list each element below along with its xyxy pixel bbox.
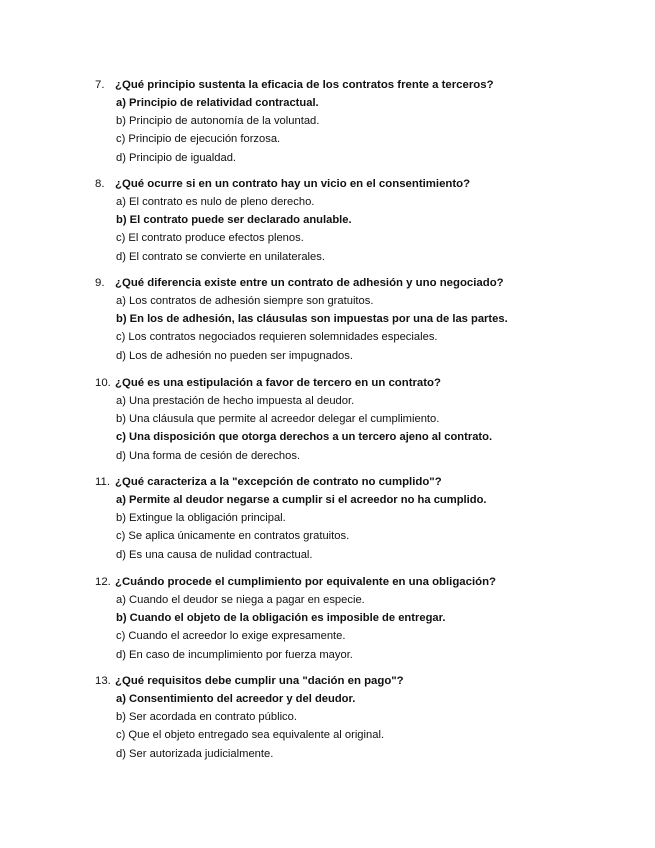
question-line — [95, 274, 615, 292]
option-c: c) Que el objeto entregado sea equivalente al original. — [116, 729, 385, 742]
question-number: 9. — [95, 277, 105, 289]
question-text: ¿Qué es una estipulación a favor de tercero en un contrato? — [115, 377, 441, 389]
question-7 — [95, 76, 615, 167]
question-text: ¿Qué ocurre si en un contrato hay un vicio en el consentimiento? — [115, 178, 471, 190]
option-a: a) Cuando el deudor se niega a pagar en especie. — [116, 594, 365, 606]
option-a: a) El contrato es nulo de pleno derecho. — [116, 196, 315, 208]
question-line — [95, 573, 615, 591]
option-c: c) Se aplica únicamente en contratos gratuitos. — [116, 530, 350, 543]
option-d: d) Principio de igualdad. — [116, 151, 237, 164]
question-number: 7. — [95, 79, 105, 91]
option-a: a) Una prestación de hecho impuesta al deudor. — [116, 395, 355, 407]
question-text: ¿Qué diferencia existe entre un contrato de adhesión y uno negociado? — [115, 277, 504, 289]
question-line — [95, 672, 615, 690]
option-c: c) El contrato produce efectos plenos. — [116, 232, 304, 245]
question-line — [95, 175, 615, 193]
option-d: d) El contrato se convierte en unilaterales. — [116, 250, 325, 263]
option-b: b) El contrato puede ser declarado anulable. — [116, 214, 352, 227]
question-8 — [95, 175, 615, 266]
question-number: 12. — [95, 576, 111, 588]
option-b: b) Principio de autonomía de la voluntad. — [116, 115, 320, 128]
option-d: d) Es una causa de nulidad contractual. — [116, 548, 313, 561]
option-d: d) Los de adhesión no pueden ser impugnados. — [116, 349, 353, 362]
question-text: ¿Qué principio sustenta la eficacia de los contratos frente a terceros? — [115, 79, 494, 91]
question-11 — [95, 473, 615, 564]
question-line — [95, 374, 615, 392]
question-text: ¿Qué requisitos debe cumplir una "dación en pago"? — [115, 675, 404, 687]
question-number: 8. — [95, 178, 105, 190]
option-a: a) Principio de relatividad contractual. — [116, 97, 319, 109]
option-b: b) En los de adhesión, las cláusulas son impuestas por una de las partes. — [116, 313, 508, 326]
option-a: a) Los contratos de adhesión siempre son gratuitos. — [116, 295, 374, 307]
question-12 — [95, 573, 615, 664]
question-line — [95, 473, 615, 491]
option-b: b) Ser acordada en contrato público. — [116, 711, 297, 724]
option-c: c) Cuando el acreedor lo exige expresamente. — [116, 630, 346, 643]
question-text: ¿Qué caracteriza a la "excepción de contrato no cumplido"? — [115, 476, 442, 488]
question-10 — [95, 374, 615, 465]
option-b: b) Cuando el objeto de la obligación es imposible de entregar. — [116, 612, 446, 625]
option-b: b) Una cláusula que permite al acreedor delegar el cumplimiento. — [116, 413, 440, 426]
option-c: c) Los contratos negociados requieren solemnidades especiales. — [116, 331, 438, 344]
question-number: 10. — [95, 377, 111, 389]
option-d: d) Ser autorizada judicialmente. — [116, 747, 274, 760]
question-number: 13. — [95, 675, 111, 687]
question-number: 11. — [95, 476, 110, 488]
question-9 — [95, 274, 615, 365]
option-b: b) Extingue la obligación principal. — [116, 512, 286, 525]
option-a: a) Permite al deudor negarse a cumplir si el acreedor no ha cumplido. — [116, 494, 487, 506]
question-13 — [95, 672, 615, 763]
option-c: c) Una disposición que otorga derechos a un tercero ajeno al contrato. — [116, 431, 493, 444]
option-d: d) En caso de incumplimiento por fuerza mayor. — [116, 648, 353, 661]
option-d: d) Una forma de cesión de derechos. — [116, 449, 301, 462]
option-a: a) Consentimiento del acreedor y del deudor. — [116, 693, 356, 705]
option-c: c) Principio de ejecución forzosa. — [116, 133, 281, 146]
question-line — [95, 76, 615, 94]
question-text: ¿Cuándo procede el cumplimiento por equivalente en una obligación? — [115, 576, 496, 588]
